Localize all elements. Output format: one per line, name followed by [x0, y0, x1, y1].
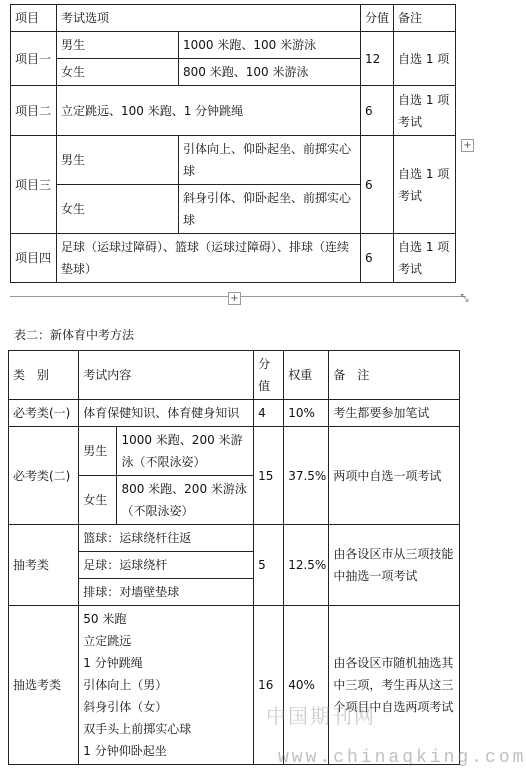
watermark-url: www.chinaqking.com	[278, 748, 526, 768]
note-cell: 由各设区市随机抽选其中三项，考生再从这三个项目中自选两项考试	[329, 606, 460, 765]
note-cell: 自选 1 项考试	[394, 136, 456, 234]
note-cell: 由各设区市从三项技能中抽选一项考试	[329, 525, 460, 606]
exam-items-table-1	[10, 4, 456, 283]
gender-cell: 女生	[57, 59, 179, 86]
note-cell: 两项中自选一项考试	[329, 427, 460, 525]
list-item: 立定跳远	[83, 634, 132, 648]
score-cell: 6	[361, 234, 394, 283]
list-item: 1 分钟仰卧起坐	[83, 744, 167, 758]
list-item: 1 分钟跳绳	[83, 656, 143, 670]
table-row	[11, 136, 456, 185]
detail-cell: 800 米跑、200 米游泳（不限泳姿）	[117, 476, 254, 525]
weight-cell: 40%	[284, 606, 329, 765]
header-item: 项目	[11, 5, 57, 32]
weight-cell: 12.5%	[284, 525, 329, 606]
list-item: 引体向上（男）	[83, 678, 168, 692]
note-cell: 自选 1 项	[394, 32, 456, 86]
gender-cell: 女生	[79, 476, 117, 525]
weight-cell: 37.5%	[284, 427, 329, 525]
score-cell: 15	[254, 427, 284, 525]
item-cell: 项目一	[11, 32, 57, 86]
detail-cell: 引体向上、仰卧起坐、前掷实心球	[179, 136, 361, 185]
gender-cell: 男生	[79, 427, 117, 476]
header-note: 备 注	[329, 351, 460, 400]
gender-cell: 女生	[57, 185, 179, 234]
table-row	[9, 525, 460, 552]
weight-cell: 10%	[284, 400, 329, 427]
note-cell: 考生都要参加笔试	[329, 400, 460, 427]
add-column-button[interactable]: +	[461, 139, 474, 152]
content-cell: 排球：对墙壁垫球	[79, 579, 254, 606]
header-note: 备注	[394, 5, 456, 32]
detail-cell: 1000 米跑、100 米游泳	[179, 32, 361, 59]
table2-caption: 表二：新体育中考方法	[14, 328, 135, 342]
item-cell: 项目四	[11, 234, 57, 283]
detail-cell: 斜身引体、仰卧起坐、前掷实心球	[179, 185, 361, 234]
resize-handle-icon[interactable]: ⤡	[460, 293, 469, 304]
header-options: 考试选项	[57, 5, 361, 32]
list-item: 双手头上前掷实心球	[83, 722, 192, 736]
table-row	[11, 32, 456, 59]
header-content: 考试内容	[79, 351, 254, 400]
exam-methods-table-2	[8, 350, 460, 765]
score-cell: 5	[254, 525, 284, 606]
score-cell: 12	[361, 32, 394, 86]
gender-cell: 男生	[57, 136, 179, 185]
content-cell: 体育保健知识、体育健身知识	[79, 400, 254, 427]
table-row	[11, 86, 456, 136]
category-cell: 必考类(一)	[9, 400, 79, 427]
table-row	[11, 234, 456, 283]
table-row	[9, 427, 460, 476]
note-cell: 自选 1 项考试	[394, 234, 456, 283]
header-score: 分值	[254, 351, 284, 400]
content-cell: 篮球：运球绕杆往返	[79, 525, 254, 552]
score-cell: 6	[361, 86, 394, 136]
item-cell: 项目二	[11, 86, 57, 136]
table-header-row	[9, 351, 460, 400]
category-cell: 抽选考类	[9, 606, 79, 765]
table-header-row	[11, 5, 456, 32]
item-cell: 项目三	[11, 136, 57, 234]
score-cell: 6	[361, 136, 394, 234]
watermark-text: 中国期刊网	[266, 704, 376, 728]
options-cell: 足球（运球过障碍）、篮球（运球过障碍）、排球（连续垫球）	[57, 234, 361, 283]
note-cell: 自选 1 项考试	[394, 86, 456, 136]
gender-cell: 男生	[57, 32, 179, 59]
table-row	[9, 400, 460, 427]
header-weight: 权重	[284, 351, 329, 400]
header-category: 类 别	[9, 351, 79, 400]
category-cell: 必考类(二)	[9, 427, 79, 525]
table-row	[9, 606, 460, 765]
detail-cell: 1000 米跑、200 米游泳（不限泳姿）	[117, 427, 254, 476]
category-cell: 抽考类	[9, 525, 79, 606]
header-score: 分值	[361, 5, 394, 32]
content-list-cell	[79, 606, 254, 765]
options-cell: 立定跳远、100 米跑、1 分钟跳绳	[57, 86, 361, 136]
score-cell: 4	[254, 400, 284, 427]
detail-cell: 800 米跑、100 米游泳	[179, 59, 361, 86]
list-item: 50 米跑	[83, 612, 127, 626]
score-cell: 16	[254, 606, 284, 765]
content-cell: 足球：运球绕杆	[79, 552, 254, 579]
add-row-button[interactable]: +	[228, 292, 241, 305]
list-item: 斜身引体（女）	[83, 700, 168, 714]
